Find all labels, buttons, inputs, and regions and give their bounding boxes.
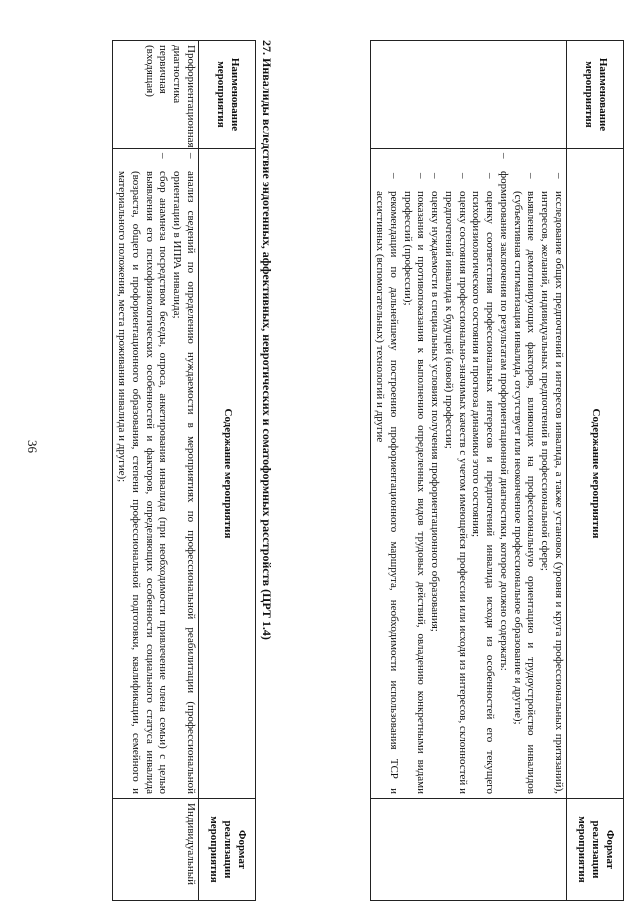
- activity-name: Профориентационная диагностика первичная (входящая): [113, 41, 199, 149]
- list-item: – анализ сведений по определению нуждаемости в мероприятиях по профессиональной реабилитации (профессиональной ориентации) в ИПРА инвалида;: [171, 153, 197, 794]
- name-cell: [371, 41, 567, 149]
- column-header-name: Наименование мероприятия: [199, 41, 256, 149]
- list-item: – исследование общих предпочтений и интересов инвалида, а также установок (уровня и круга профессиональных притязаний), интересов, желаний, индивидуальных предпочтений в профессиональной сфере;: [539, 173, 565, 794]
- column-header-name: Наименование мероприятия: [567, 41, 624, 149]
- format-value: Индивидуальный: [113, 799, 199, 901]
- content-cell: [113, 149, 199, 799]
- activities-table-top: [371, 40, 625, 901]
- section-heading: 27. Инвалиды вследствие эндогенных, аффективных, невротических и соматоформных расстройств (ЦРТ 1.4): [260, 40, 274, 640]
- activities-table-bottom: [113, 40, 257, 901]
- format-cell: [371, 799, 567, 901]
- list-item: – выявление демотивирующих факторов, влияющих на профессиональную ориентацию и трудоустройство инвалидов (субъективная стигматизация инвалида, отсутствует или неоконченное профессиональное образование и другие);: [511, 173, 538, 794]
- list-item: – показания и противопоказания к выполнению определенных видов трудовых действий, овладению конкретными видами профессий (профессии);: [401, 173, 428, 794]
- page-number: 36: [25, 440, 40, 453]
- column-header-format: Формат реализации мероприятия: [199, 799, 256, 901]
- list-item: – сбор анамнеза посредством беседы, опроса, анкетирования инвалида (при необходимости привлечение члена семьи) с целью выявления его психофизиологических особенностей и факторов, определяющих особенности социального статуса инвалида (возраста, общего и профориентационного образования, степени профессиональной подготовки, квалификации, семейного и материального положения, места проживания инвалида и другие);: [116, 153, 170, 794]
- column-header-content: Содержание мероприятия: [199, 149, 256, 799]
- column-header-content: Содержание мероприятия: [567, 149, 624, 799]
- content-cell: [371, 149, 567, 799]
- list-item: – оценку нуждаемости в специальных условиях получения профориентационного образования;: [429, 173, 442, 632]
- list-item: – формирование заключения по результатам профориентационной диагностики, которое должно содержать:: [498, 153, 510, 671]
- list-item: – оценку состояния профессионально-значимых качеств с учетом имеющейся профессии или исходя из интересов, склонностей и предпочтений инвалида к будущей (новой) профессии;: [443, 173, 469, 794]
- list-item: – рекомендации по дальнейшему построению профориентационного маршрута, необходимости использования ТСР и ассистивных (вспомогательных) технологий и другие: [374, 173, 400, 794]
- column-header-format: Формат реализации мероприятия: [567, 799, 624, 901]
- rotated-sheet: [14, 40, 624, 920]
- list-item: – оценку соответствия профессиональных интересов и предпочтений инвалида исходя из особенностей его текущего психофизиологического состояния и прогноза динамики этого состояния;: [470, 173, 497, 794]
